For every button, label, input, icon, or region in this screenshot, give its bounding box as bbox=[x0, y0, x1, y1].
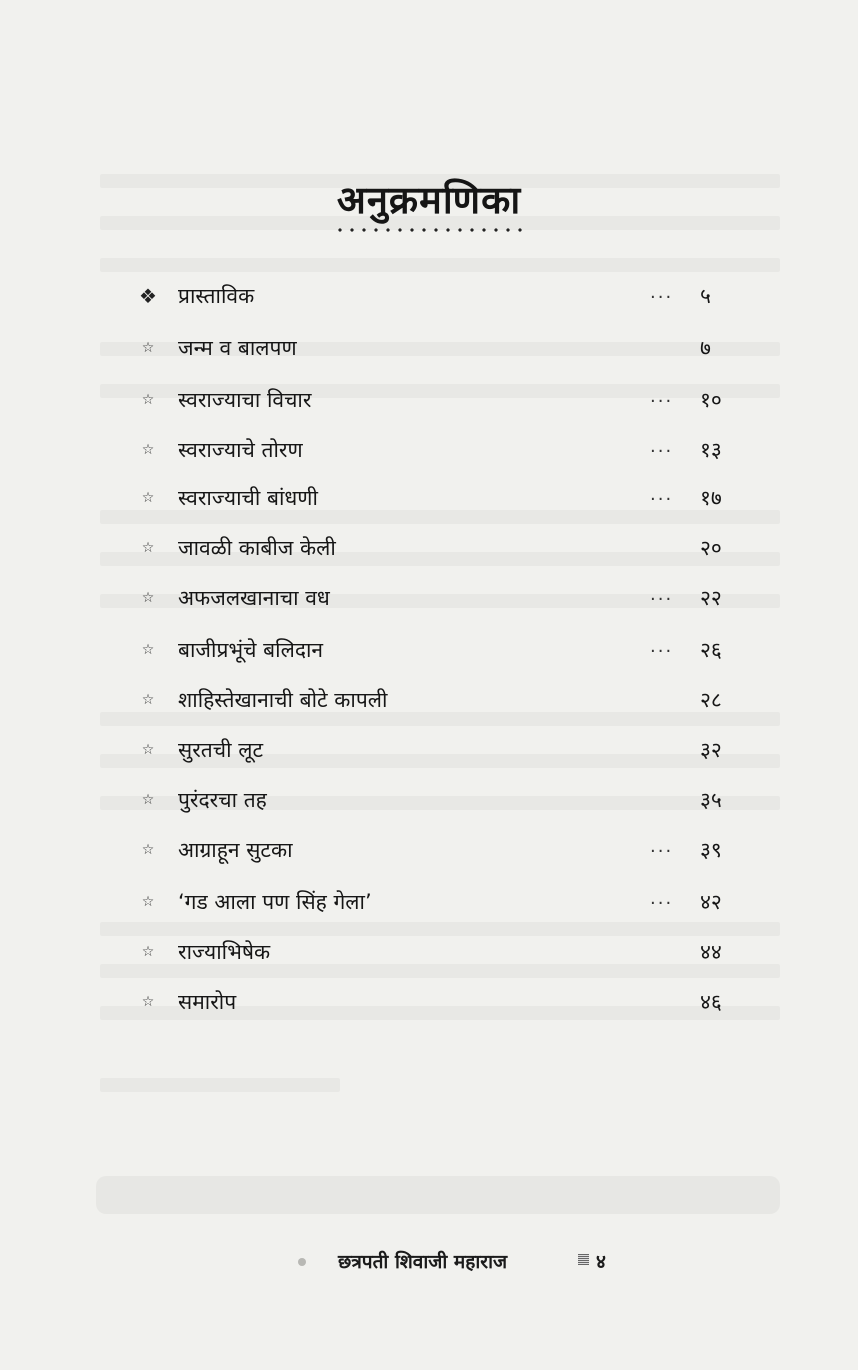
toc-entry-title: जन्म व बालपण bbox=[178, 336, 297, 360]
toc-entry-title: प्रास्ताविक bbox=[178, 284, 255, 308]
star-icon: ☆ bbox=[141, 442, 155, 458]
star-icon: ☆ bbox=[141, 340, 155, 356]
toc-entry-page: ४६ bbox=[700, 990, 722, 1014]
toc-entry-page: २२ bbox=[700, 586, 722, 610]
toc-entry[interactable] bbox=[0, 782, 858, 826]
footer-page-number: ४ bbox=[596, 1251, 606, 1273]
running-footer-title: छत्रपती शिवाजी महाराज bbox=[338, 1251, 508, 1273]
star-icon: ☆ bbox=[141, 590, 155, 606]
toc-entry-page: ३२ bbox=[700, 738, 722, 762]
toc-entry-title: शाहिस्तेखानाची बोटे कापली bbox=[178, 688, 388, 712]
toc-entry-leader: ... bbox=[650, 836, 674, 857]
toc-entry-title: अफजलखानाचा वध bbox=[178, 586, 330, 610]
toc-entry[interactable] bbox=[0, 632, 858, 676]
toc-entry-page: १३ bbox=[700, 438, 722, 462]
toc-entry[interactable] bbox=[0, 432, 858, 476]
flower-ornament-icon: ❖ bbox=[139, 284, 157, 308]
toc-entry-leader: ... bbox=[650, 584, 674, 605]
toc-entry[interactable] bbox=[0, 580, 858, 624]
page-title: अनुक्रमणिका bbox=[336, 178, 522, 222]
toc-entry-page: १० bbox=[700, 388, 722, 412]
toc-entry-title: सुरतची लूट bbox=[178, 738, 264, 762]
star-icon: ☆ bbox=[141, 490, 155, 506]
toc-entry-page: २६ bbox=[700, 638, 722, 662]
toc-entry-title: ‘गड आला पण सिंह गेला’ bbox=[178, 890, 372, 914]
star-icon: ☆ bbox=[141, 692, 155, 708]
toc-entry-page: २० bbox=[700, 536, 722, 560]
star-icon: ☆ bbox=[141, 392, 155, 408]
title-dotted-underline bbox=[334, 228, 524, 232]
toc-entry-title: जावळी काबीज केली bbox=[178, 536, 336, 560]
toc-entry-title: स्वराज्याचे तोरण bbox=[178, 438, 303, 462]
footer-ornament bbox=[298, 1258, 306, 1266]
toc-entry-title: स्वराज्याची बांधणी bbox=[178, 486, 318, 510]
toc-entry[interactable] bbox=[0, 732, 858, 776]
toc-entry-page: ३५ bbox=[700, 788, 722, 812]
toc-entry-page: ४४ bbox=[700, 940, 722, 964]
toc-entry[interactable] bbox=[0, 382, 858, 426]
page-footer bbox=[0, 1248, 858, 1278]
toc-entry[interactable] bbox=[0, 984, 858, 1028]
toc-entry-page: २८ bbox=[700, 688, 722, 712]
toc-entry-page: १७ bbox=[700, 486, 722, 510]
toc-entry[interactable] bbox=[0, 832, 858, 876]
toc-entry[interactable] bbox=[0, 530, 858, 574]
star-icon: ☆ bbox=[141, 792, 155, 808]
toc-entry-page: ३९ bbox=[700, 838, 722, 862]
toc-entry-title: समारोप bbox=[178, 990, 237, 1014]
toc-entry-title: पुरंदरचा तह bbox=[178, 788, 267, 812]
toc-entry[interactable] bbox=[0, 682, 858, 726]
toc-entry-leader: ... bbox=[650, 282, 674, 303]
star-icon: ☆ bbox=[141, 994, 155, 1010]
toc-entry-leader: ... bbox=[650, 386, 674, 407]
toc-entry-title: आग्राहून सुटका bbox=[178, 838, 293, 862]
toc-entry-title: स्वराज्याचा विचार bbox=[178, 388, 312, 412]
toc-entry[interactable] bbox=[0, 278, 858, 322]
toc-entry-leader: ... bbox=[650, 888, 674, 909]
toc-entry[interactable] bbox=[0, 480, 858, 524]
bleed-through-line bbox=[100, 1078, 340, 1092]
star-icon: ☆ bbox=[141, 742, 155, 758]
toc-entry-page: ४२ bbox=[700, 890, 722, 914]
star-icon: ☆ bbox=[141, 540, 155, 556]
toc-entry-page: ५ bbox=[700, 284, 711, 308]
toc-entry[interactable] bbox=[0, 884, 858, 928]
toc-heading bbox=[0, 178, 858, 232]
toc-entry-page: ७ bbox=[700, 336, 711, 360]
footer-square-ornament bbox=[578, 1254, 589, 1265]
toc-entry-title: राज्याभिषेक bbox=[178, 940, 271, 964]
toc-entry-leader: ... bbox=[650, 436, 674, 457]
toc-entry[interactable] bbox=[0, 330, 858, 374]
bleed-through-band bbox=[96, 1176, 780, 1214]
bleed-through-line bbox=[100, 258, 780, 272]
star-icon: ☆ bbox=[141, 842, 155, 858]
toc-entry[interactable] bbox=[0, 934, 858, 978]
star-icon: ☆ bbox=[141, 894, 155, 910]
toc-entry-leader: ... bbox=[650, 636, 674, 657]
star-icon: ☆ bbox=[141, 642, 155, 658]
star-icon: ☆ bbox=[141, 944, 155, 960]
toc-entry-title: बाजीप्रभूंचे बलिदान bbox=[178, 638, 324, 662]
toc-entry-leader: ... bbox=[650, 484, 674, 505]
